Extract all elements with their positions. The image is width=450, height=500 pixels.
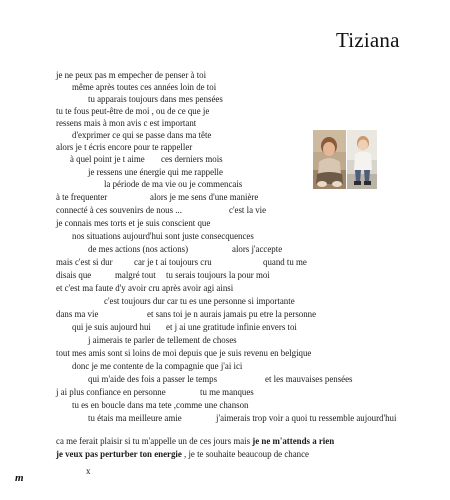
- poem-line-10: la période de ma vie ou je commencais: [104, 179, 243, 189]
- poem-line-16-part-2: car je t ai toujours cru: [134, 257, 212, 267]
- poem-line-21-part-2: et j ai une gratitude infinie envers toi: [166, 322, 297, 332]
- poem-line-23: tout mes amis sont si loins de moi depuis que je suis revenu en belgique: [56, 348, 312, 358]
- poem-line-16-part-3: quand tu me: [263, 257, 307, 267]
- poem-line-3: tu apparais toujours dans mes pensées: [88, 94, 223, 104]
- poem-line-30: [56, 449, 309, 460]
- poem-line-17-part-3: tu serais toujours la pour moi: [166, 270, 270, 280]
- poem-line-28-part-2: j'aimerais trop voir a quoi tu ressemble aujourd'hui: [216, 413, 397, 423]
- poem-line-22: j aimerais te parler de tellement de choses: [88, 335, 237, 345]
- poem-line-30-part-1: je veux pas perturber ton energie: [56, 449, 182, 459]
- poem-line-20-part-1: dans ma vie: [56, 309, 99, 319]
- poem-line-8-part-1: à quel point je t aime: [70, 154, 145, 164]
- poem-line-12-part-1: connecté à ces souvenirs de nous ...: [56, 205, 182, 215]
- poem-line-25-part-2: et les mauvaises pensées: [265, 374, 353, 384]
- poem-line-12-part-2: c'est la vie: [229, 205, 267, 215]
- poem-line-20-part-2: et sans toi je n aurais jamais pu etre la personne: [147, 309, 317, 319]
- poem-line-7: alors je t écris encore pour te rappeller: [56, 142, 193, 152]
- poem-line-18: et c'est ma faute d'y avoir cru après avoir agi ainsi: [56, 283, 234, 293]
- poem-line-5: ressens mais à mon avis c est important: [56, 118, 197, 128]
- poem-line-15-part-2: alors j'accepte: [232, 244, 283, 254]
- poem-line-14: nos situations aujourd'hui sont juste consecquences: [72, 231, 254, 241]
- poem-line-24: donc je me contente de la compagnie que j'ai ici: [72, 361, 243, 371]
- poem-line-28-part-1: tu étais ma meilleure amie: [88, 413, 182, 423]
- poem-line-15-part-1: de mes actions (nos actions): [88, 244, 189, 254]
- poem-line-19: c'est toujours dur car tu es une personne si importante: [104, 296, 295, 306]
- poem-line-16-part-1: mais c'est si dur: [56, 257, 113, 267]
- poem-line-27: tu es en boucle dans ma tete ,comme une chanson: [72, 400, 249, 410]
- poem-line-25-part-1: qui m'aide des fois a passer le temps: [88, 374, 218, 384]
- poem-line-29-part-1: ca me ferait plaisir si tu m'appelle un de ces jours mais: [56, 436, 251, 446]
- poem-line-13: je connais mes torts et je suis conscient que: [56, 218, 211, 228]
- poem-line-4: tu te fous peut-être de moi , ou de ce que je: [56, 106, 210, 116]
- poem-line-17-part-2: malgré tout: [115, 270, 156, 280]
- poem-line-26-part-1: j ai plus confiance en personne: [56, 387, 166, 397]
- signature-mark: x: [86, 466, 91, 476]
- poem-line-9: je ressens une énergie qui me rappelle: [88, 167, 223, 177]
- poem-line-26-part-2: tu me manques: [200, 387, 254, 397]
- poem-line-30-part-2: , je te souhaite beaucoup de chance: [184, 449, 309, 459]
- poem-line-11-part-1: à te frequenter: [56, 192, 108, 202]
- poem-line-29-part-2: je ne m'attends a rien: [252, 436, 335, 446]
- corner-mark: m: [15, 472, 24, 484]
- poem-line-11-part-2: alors je me sens d'une manière: [150, 192, 259, 202]
- poem-line-8-part-2: ces derniers mois: [161, 154, 223, 164]
- poem-line-2: même après toutes ces années loin de toi: [72, 82, 217, 92]
- page-title: Tiziana: [336, 28, 400, 52]
- poem-line-29: [56, 436, 334, 447]
- poem-line-1: je ne peux pas m empecher de penser à toi: [56, 70, 207, 80]
- poem-line-6: d'exprimer ce qui se passe dans ma tête: [72, 130, 212, 140]
- poem-line-21-part-1: qui je suis aujourd hui: [72, 322, 151, 332]
- poem-line-17-part-1: disais que: [56, 270, 92, 280]
